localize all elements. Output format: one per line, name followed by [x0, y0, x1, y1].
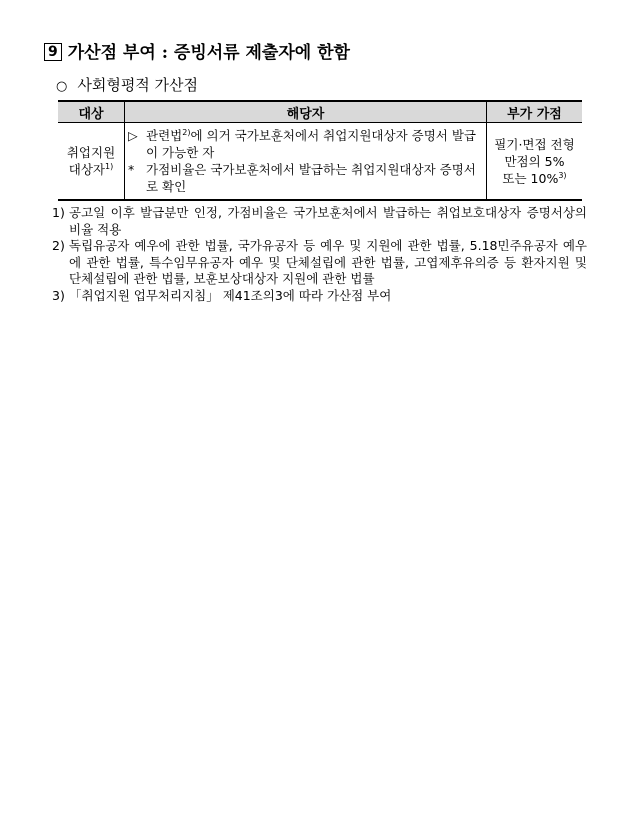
footnote [52, 205, 587, 238]
cell-bonus [487, 123, 583, 201]
desc-footnote-ref: 2) [182, 127, 191, 137]
bonus-line2: 만점의 5% [504, 153, 565, 169]
desc-item [128, 127, 483, 161]
footnote-text: 「취업지원 업무처리지침」 제41조의3에 따라 가산점 부여 [69, 287, 392, 303]
desc-text: 가점비율은 국가보훈처에서 발급하는 취업지원대상자 증명서로 확인 [146, 162, 476, 194]
footnote-number: 3) [52, 287, 65, 303]
bonus-points-table [58, 100, 582, 201]
bonus-footnote-ref: 3) [558, 170, 567, 180]
footnote-number: 1) [52, 205, 65, 220]
footnote-text: 독립유공자 예우에 관한 법률, 국가유공자 등 예우 및 지원에 관한 법률, 5.18민주유공자 예우에 관한 법률, 특수임무유공자 예우 및 단체설립에 관한 법률, 고엽제후유의증 등 환자지원 및 단체설립에 관한 법률, 보훈보상대상자 지원에 관한 법률 [69, 238, 587, 286]
table-header-row [58, 101, 582, 123]
cell-target [58, 123, 125, 201]
target-footnote-ref: 1) [105, 161, 114, 171]
section-title: 가산점 부여 : 증빙서류 제출자에 한함 [67, 43, 350, 63]
cell-eligible [125, 123, 487, 201]
footnote [52, 288, 587, 305]
circle-bullet-icon: ○ [56, 79, 68, 94]
header-eligible: 해당자 [125, 101, 487, 123]
header-bonus: 부가 가점 [487, 101, 583, 123]
desc-text: 관련법 [146, 128, 183, 143]
footnote-text: 공고일 이후 발급분만 인정, 가점비율은 국가보훈처에서 발급하는 취업보호대상자 증명서상의 비율 적용 [69, 205, 587, 237]
section-number-box: 9 [44, 43, 62, 61]
desc-text-cont: 에 의거 국가보훈처에서 취업지원대상자 증명서 발급이 가능한 자 [146, 128, 476, 160]
target-line2: 대상자 [68, 162, 105, 177]
bonus-line3: 또는 10% [502, 170, 559, 186]
bonus-line1: 필기·면접 전형 [494, 136, 575, 152]
footnote [52, 238, 587, 288]
subsection-title: 사회형평적 가산점 [77, 76, 199, 94]
subsection-heading [56, 75, 198, 97]
header-target: 대상 [58, 101, 125, 123]
desc-item [128, 161, 483, 195]
asterisk-icon: * [128, 162, 135, 177]
table-row [58, 123, 582, 201]
footnote-number: 2) [52, 238, 65, 253]
footnotes [52, 205, 587, 304]
section-heading [44, 42, 350, 64]
target-line1: 취업지원 [66, 145, 116, 160]
triangle-right-icon: ▷ [128, 128, 138, 143]
